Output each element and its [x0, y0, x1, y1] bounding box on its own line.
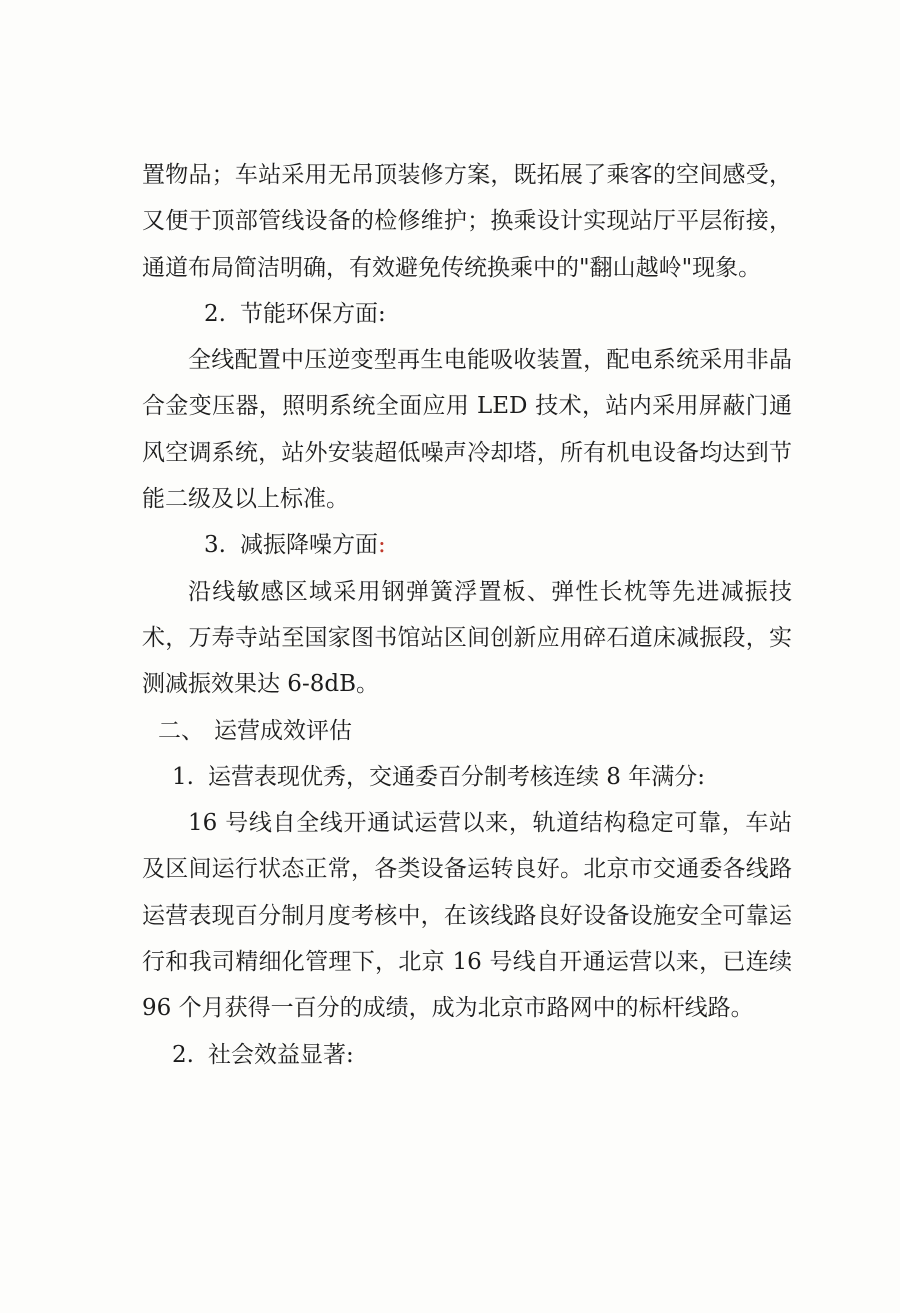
document-body: [142, 152, 792, 1078]
section-number: 二、: [158, 717, 204, 744]
heading-social-benefits: [142, 1032, 792, 1078]
paragraph-noise-reduction: 沿线敏感区域采用钢弹簧浮置板、弹性长枕等先进减振技术，万寿寺站至国家图书馆站区间创新应用碎石道床减振段，实测减振效果达 6-8dB。: [142, 578, 792, 698]
heading-text: 运营表现优秀，交通委百分制考核连续 8 年满分:: [208, 763, 706, 790]
heading-number: 2.: [172, 1041, 194, 1068]
heading-text: 节能环保方面:: [240, 300, 386, 327]
section-heading-operations: [142, 708, 792, 754]
paragraph-operations-performance: 16 号线自全线开通试运营以来，轨道结构稳定可靠，车站及区间运行状态正常，各类设备运转良好。北京市交通委各线路运营表现百分制月度考核中，在该线路良好设备设施安全可靠运行和我司精细化管理下，北京 16 号线自开通运营以来，已连续 96 个月获得一百分的成绩，成为北京市路网中的标杆线路。: [142, 810, 792, 1022]
paragraph-station-design: 置物品；车站采用无吊顶装修方案，既拓展了乘客的空间感受，又便于顶部管线设备的检修维护；换乘设计实现站厅平层衔接，通道布局简洁明确，有效避免传统换乘中的"翻山越岭"现象。: [142, 162, 792, 281]
heading-operations-performance: [142, 754, 792, 800]
heading-number: 1.: [172, 763, 194, 790]
heading-text: 减振降噪方面: [240, 532, 378, 559]
section-title: 运营成效评估: [214, 717, 352, 744]
heading-energy-saving: [142, 291, 792, 337]
heading-number: 2.: [204, 300, 226, 327]
paragraph-energy-saving: 全线配置中压逆变型再生电能吸收装置，配电系统采用非晶合金变压器，照明系统全面应用 LED 技术，站内采用屏蔽门通风空调系统，站外安装超低噪声冷却塔，所有机电设备均达到节能二级及以上标准。: [142, 347, 792, 513]
heading-text: 社会效益显著:: [208, 1041, 354, 1068]
heading-number: 3.: [204, 532, 226, 559]
heading-noise-reduction: [142, 522, 792, 568]
heading-colon: :: [378, 532, 386, 559]
